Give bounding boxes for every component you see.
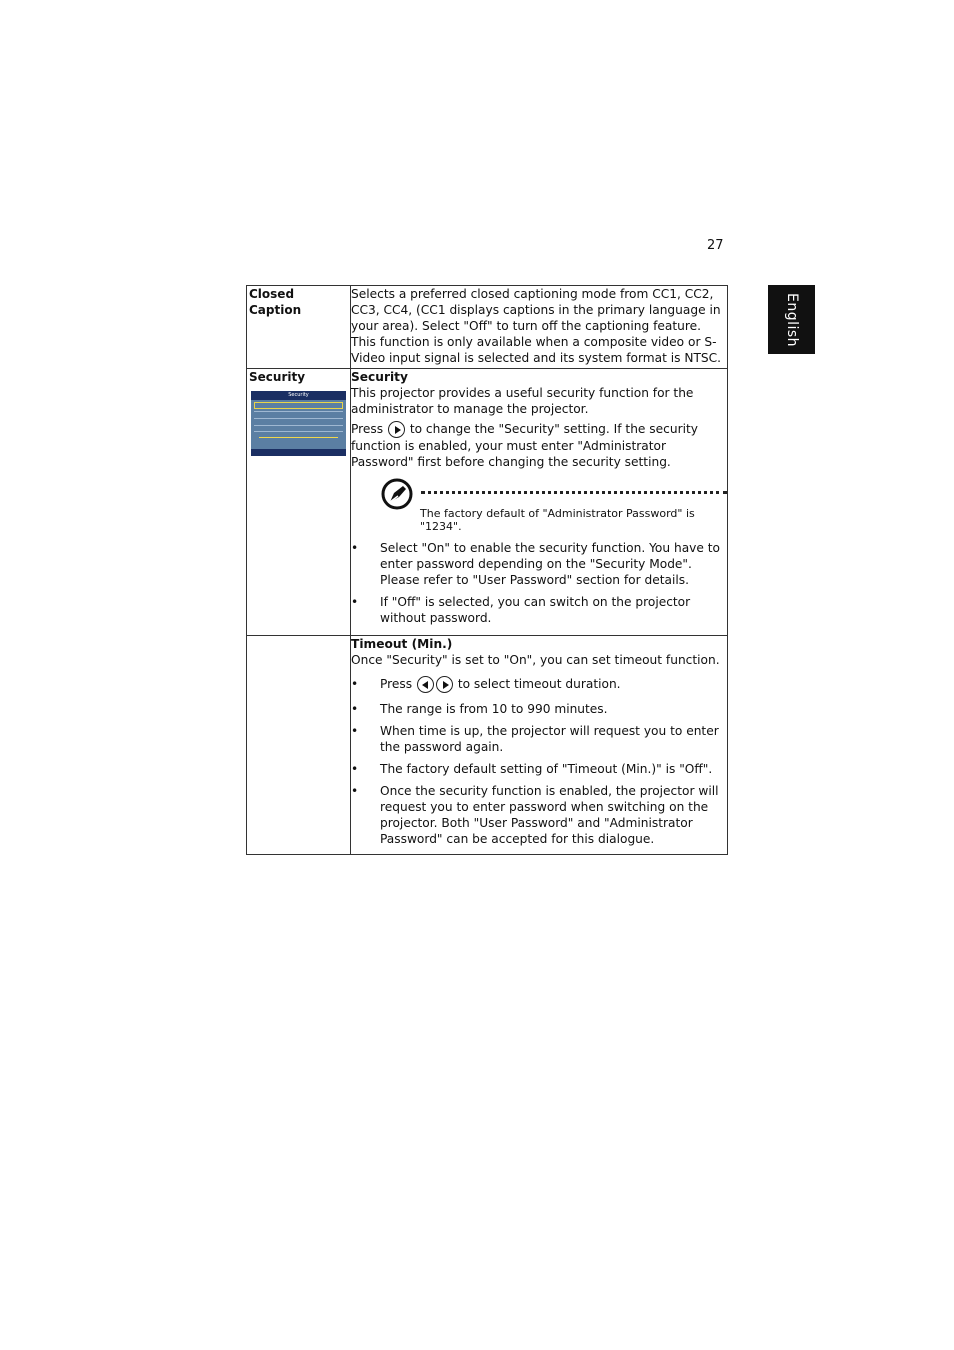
list-item: • When time is up, the projector will request you to enter the password again. bbox=[351, 723, 727, 755]
osd-row bbox=[254, 425, 343, 426]
table-row bbox=[247, 369, 728, 636]
timeout-intro: Once "Security" is set to "On", you can set timeout function. bbox=[351, 653, 720, 667]
osd-selected-row bbox=[254, 402, 343, 409]
osd-footer bbox=[251, 449, 346, 456]
press-rest: to select timeout duration. bbox=[457, 677, 621, 691]
table-row bbox=[247, 636, 728, 855]
security-osd-screenshot bbox=[251, 391, 346, 456]
list-item: • The factory default setting of "Timeout (Min.)" is "Off". bbox=[351, 761, 727, 777]
timeout-label-cell bbox=[247, 636, 351, 855]
list-item: • Select "On" to enable the security function. You have to enter password depending on the "Security Mode". Please refer to "User Password" section for details. bbox=[351, 540, 727, 588]
note-pen-icon bbox=[381, 478, 413, 510]
note-text: The factory default of "Administrator Password" is "1234". bbox=[420, 507, 695, 533]
timeout-description-cell bbox=[351, 636, 728, 855]
list-item: • The range is from 10 to 990 minutes. bbox=[351, 701, 727, 717]
list-item: • Once the security function is enabled, the projector will request you to enter password when switching on the projector. Both "User Password" and "Administrator Password" can be accepted for this dialogue. bbox=[351, 783, 727, 847]
press-rest: to change the "Security" setting. If the security function is enabled, your must enter "Administrator Password" first before changing the security setting. bbox=[351, 422, 698, 469]
settings-table bbox=[246, 285, 728, 855]
press-word: Press bbox=[351, 422, 384, 436]
closed-caption-label: Closed Caption bbox=[249, 287, 302, 317]
closed-caption-description-cell bbox=[351, 286, 728, 369]
right-arrow-button-icon bbox=[436, 676, 453, 693]
press-word: Press bbox=[380, 677, 413, 691]
page-number: 27 bbox=[707, 238, 724, 253]
security-label-cell bbox=[247, 369, 351, 636]
closed-caption-label-cell bbox=[247, 286, 351, 369]
osd-title: Security bbox=[251, 391, 346, 400]
osd-row bbox=[254, 418, 343, 419]
timeout-bullet-list bbox=[351, 676, 727, 847]
language-tab-label: English bbox=[783, 292, 800, 347]
security-bullet-list bbox=[351, 540, 727, 626]
note-box bbox=[351, 478, 727, 540]
security-press-instruction bbox=[351, 421, 727, 470]
osd-row bbox=[254, 411, 343, 412]
left-arrow-button-icon bbox=[417, 676, 434, 693]
right-arrow-button-icon bbox=[388, 421, 405, 438]
security-heading: Security bbox=[351, 370, 408, 384]
timeout-heading: Timeout (Min.) bbox=[351, 637, 453, 651]
note-dotted-divider bbox=[421, 491, 727, 494]
osd-warning-line bbox=[259, 437, 338, 438]
security-label: Security bbox=[249, 370, 306, 384]
osd-row bbox=[254, 431, 343, 432]
closed-caption-description: Selects a preferred closed captioning mode from CC1, CC2, CC3, CC4, (CC1 displays captions in the primary language in your area). Select "Off" to turn off the captioning feature. This function is only available when a composite video or S-Video input signal is selected and its system format is NTSC. bbox=[351, 287, 722, 365]
security-description-cell bbox=[351, 369, 728, 636]
table-row bbox=[247, 286, 728, 369]
list-item: • If "Off" is selected, you can switch on the projector without password. bbox=[351, 594, 727, 626]
security-intro: This projector provides a useful security function for the administrator to manage the projector. bbox=[351, 386, 694, 416]
language-tab bbox=[768, 285, 815, 354]
list-item bbox=[351, 676, 727, 693]
